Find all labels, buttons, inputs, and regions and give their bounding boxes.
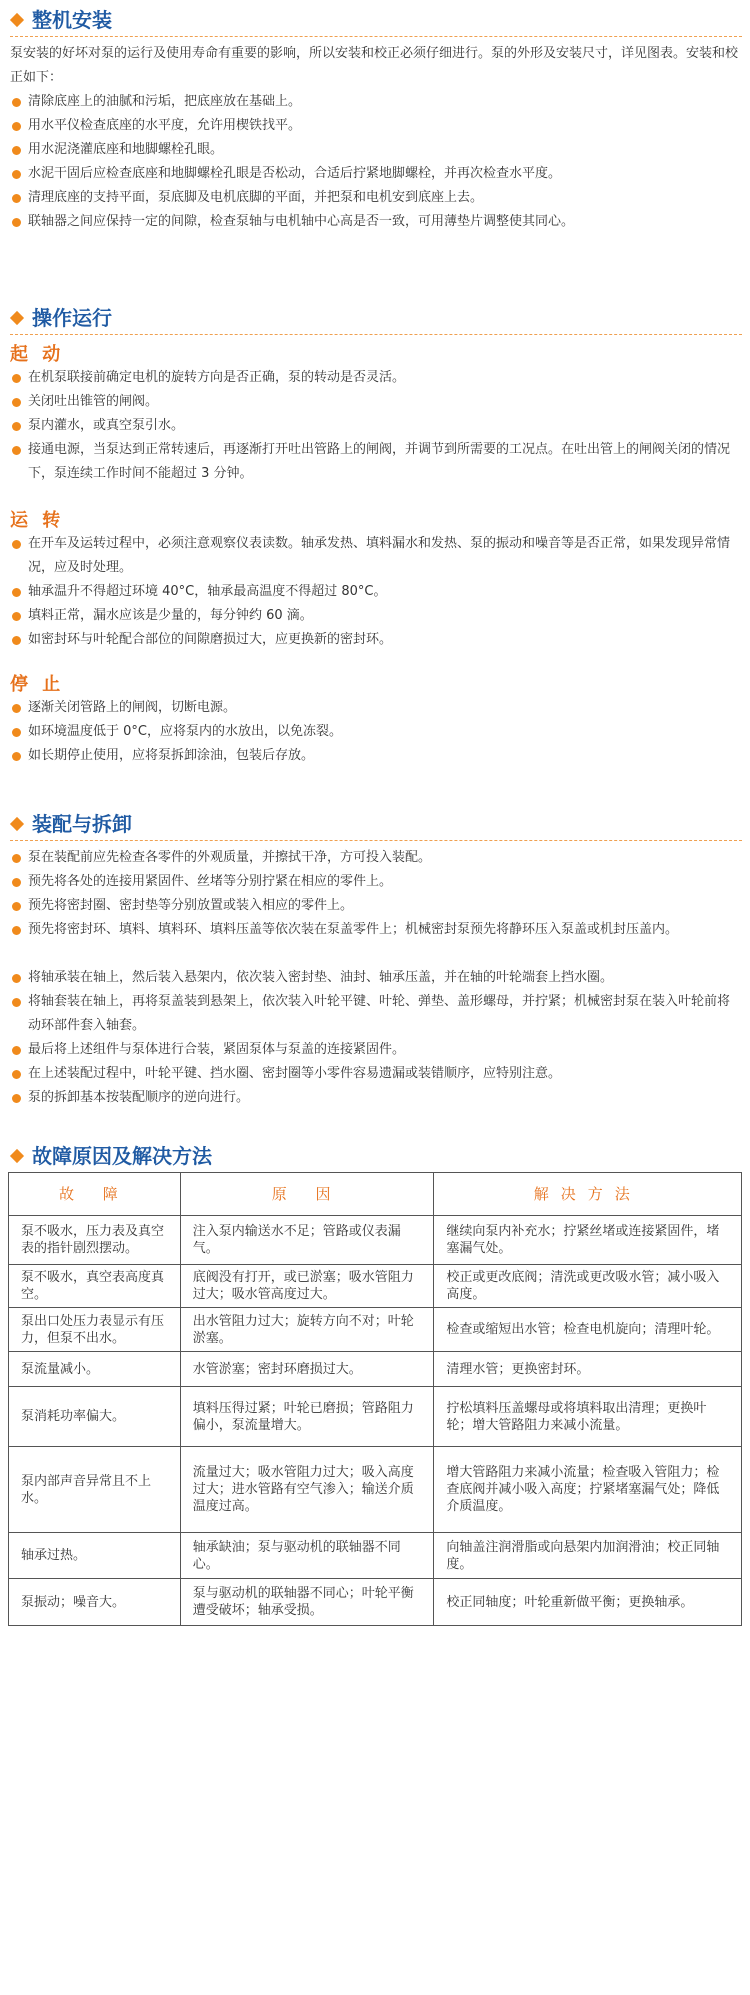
cause-cell: 填料压得过紧；叶轮已磨损；管路阻力偏小，泵流量增大。	[180, 1387, 434, 1447]
list-item-text: 水泥干固后应检查底座和地脚螺栓孔眼是否松动，合适后拧紧地脚螺栓，并再次检查水平度。	[28, 166, 562, 181]
solution-cell: 校正或更改底阀；清洗或更改吸水管；减小吸入高度。	[434, 1265, 742, 1308]
list-item	[10, 894, 740, 918]
cause-cell: 水管淤塞；密封环磨损过大。	[180, 1352, 434, 1387]
section-title-faults	[8, 1142, 212, 1170]
list-item-text: 在机泵联接前确定电机的旋转方向是否正确，泵的转动是否灵活。	[28, 370, 406, 385]
diamond-bullet-icon	[10, 311, 24, 325]
list-item	[10, 1086, 740, 1110]
fault-cell: 泵振动；噪音大。	[9, 1579, 181, 1626]
bullet-icon	[12, 878, 21, 887]
list-item-text: 轴承温升不得超过环境 40°C，轴承最高温度不得超过 80°C。	[28, 584, 387, 599]
section-title-assembly	[8, 810, 132, 838]
section-title-operation	[8, 304, 112, 332]
list-item-text: 填料正常，漏水应该是少量的，每分钟约 60 滴。	[28, 608, 313, 623]
list-item	[10, 604, 740, 628]
subsection-title-stop: 停 止	[10, 674, 65, 695]
list-item-text: 用水泥浇灌底座和地脚螺栓孔眼。	[28, 142, 224, 157]
section-title-text: 装配与拆卸	[32, 812, 132, 836]
column-header-cause: 原 因	[180, 1173, 434, 1216]
bullet-icon	[12, 588, 21, 597]
solution-cell: 向轴盖注润滑脂或向悬架内加润滑油；校正同轴度。	[434, 1533, 742, 1579]
bullet-icon	[12, 374, 21, 383]
subsection-title-run: 运 转	[10, 510, 65, 531]
divider	[10, 36, 742, 37]
diamond-bullet-icon	[10, 817, 24, 831]
fault-cell: 泵出口处压力表显示有压力，但泵不出水。	[9, 1308, 181, 1352]
fault-cell: 泵消耗功率偏大。	[9, 1387, 181, 1447]
list-item	[10, 1038, 740, 1062]
list-item-text: 用水平仪检查底座的水平度，允许用楔铁找平。	[28, 118, 302, 133]
table-row	[9, 1447, 742, 1533]
list-item	[10, 696, 740, 720]
solution-cell: 增大管路阻力来减小流量；检查吸入管阻力；检查底阀并减小吸入高度；拧紧堵塞漏气处；降低介质温度。	[434, 1447, 742, 1533]
bullet-icon	[12, 98, 21, 107]
list-item	[10, 532, 740, 580]
divider	[10, 840, 742, 841]
list-item	[10, 210, 740, 234]
list-item	[10, 366, 740, 390]
table-row	[9, 1579, 742, 1626]
fault-cell: 泵流量减小。	[9, 1352, 181, 1387]
list-item-text: 最后将上述组件与泵体进行合装，紧固泵体与泵盖的连接紧固件。	[28, 1042, 406, 1057]
table-row	[9, 1265, 742, 1308]
list-item	[10, 846, 740, 870]
bullet-icon	[12, 728, 21, 737]
list-item-text: 将轴承装在轴上，然后装入悬架内，依次装入密封垫、油封、轴承压盖，并在轴的叶轮端套上挡水圈。	[28, 970, 614, 985]
bullet-icon	[12, 926, 21, 935]
list-item	[10, 138, 740, 162]
bullet-icon	[12, 752, 21, 761]
solution-cell: 拧松填料压盖螺母或将填料取出清理；更换叶轮；增大管路阻力来减小流量。	[434, 1387, 742, 1447]
list-item-text: 如长期停止使用，应将泵拆卸涂油，包装后存放。	[28, 748, 315, 763]
list-item-text: 泵在装配前应先检查各零件的外观质量，并擦拭干净，方可投入装配。	[28, 850, 432, 865]
list-item-text: 如密封环与叶轮配合部位的间隙磨损过大，应更换新的密封环。	[28, 632, 393, 647]
section-title-install	[8, 6, 112, 34]
fault-table	[8, 1172, 742, 1626]
list-item-text: 关闭吐出锥管的闸阀。	[28, 394, 159, 409]
fault-cell: 泵内部声音异常且不上水。	[9, 1447, 181, 1533]
list-item	[10, 918, 740, 942]
solution-cell: 检查或缩短出水管；检查电机旋向；清理叶轮。	[434, 1308, 742, 1352]
solution-cell: 清理水管；更换密封环。	[434, 1352, 742, 1387]
column-header-fault: 故 障	[9, 1173, 181, 1216]
list-item	[10, 628, 740, 652]
install-intro: 泵安装的好坏对泵的运行及使用寿命有重要的影响，所以安装和校正必须仔细进行。泵的外形及安装尺寸，详见图表。安装和校正如下：	[10, 46, 739, 85]
cause-cell: 泵与驱动机的联轴器不同心；叶轮平衡遭受破坏；轴承受损。	[180, 1579, 434, 1626]
section-title-text: 整机安装	[32, 8, 112, 32]
list-item-text: 泵的拆卸基本按装配顺序的逆向进行。	[28, 1090, 250, 1105]
list-item	[10, 438, 740, 486]
section-title-text: 故障原因及解决方法	[32, 1144, 212, 1168]
solution-cell: 继续向泵内补充水；拧紧丝堵或连接紧固件，堵塞漏气处。	[434, 1216, 742, 1265]
list-item	[10, 990, 740, 1038]
fault-cell: 泵不吸水，真空表高度真空。	[9, 1265, 181, 1308]
list-item	[10, 162, 740, 186]
cause-cell: 出水管阻力过大；旋转方向不对；叶轮淤塞。	[180, 1308, 434, 1352]
list-item	[10, 390, 740, 414]
bullet-icon	[12, 854, 21, 863]
bullet-icon	[12, 1094, 21, 1103]
bullet-icon	[12, 170, 21, 179]
diamond-bullet-icon	[10, 13, 24, 27]
cause-cell: 注入泵内输送水不足；管路或仪表漏气。	[180, 1216, 434, 1265]
bullet-icon	[12, 194, 21, 203]
list-item-text: 清除底座上的油腻和污垢，把底座放在基础上。	[28, 94, 302, 109]
bullet-icon	[12, 146, 21, 155]
table-row	[9, 1387, 742, 1447]
bullet-icon	[12, 636, 21, 645]
table-row	[9, 1216, 742, 1265]
cause-cell: 底阀没有打开，或已淤塞；吸水管阻力过大；吸水管高度过大。	[180, 1265, 434, 1308]
list-item	[10, 744, 740, 768]
bullet-icon	[12, 974, 21, 983]
list-item-text: 在上述装配过程中，叶轮平键、挡水圈、密封圈等小零件容易遗漏或装错顺序，应特别注意。	[28, 1066, 562, 1081]
table-row	[9, 1533, 742, 1579]
list-item	[10, 90, 740, 114]
divider	[10, 334, 742, 335]
bullet-icon	[12, 446, 21, 455]
list-item	[10, 870, 740, 894]
fault-cell: 泵不吸水，压力表及真空表的指针剧烈摆动。	[9, 1216, 181, 1265]
bullet-icon	[12, 218, 21, 227]
diamond-bullet-icon	[10, 1149, 24, 1163]
list-item	[10, 186, 740, 210]
list-item-text: 预先将密封环、填料、填料环、填料压盖等依次装在泵盖零件上；机械密封泵预先将静环压入泵盖或机封压盖内。	[28, 922, 679, 937]
list-item-text: 在开车及运转过程中，必须注意观察仪表读数。轴承发热、填料漏水和发热、泵的振动和噪音等是否正常，如果发现异常情况，应及时处理。	[28, 536, 731, 575]
list-item	[10, 414, 740, 438]
table-header-row	[9, 1173, 742, 1216]
bullet-icon	[12, 422, 21, 431]
list-item-text: 预先将密封圈、密封垫等分别放置或装入相应的零件上。	[28, 898, 354, 913]
table-row	[9, 1352, 742, 1387]
subsection-title-start: 起 动	[10, 344, 65, 365]
section-title-text: 操作运行	[32, 306, 112, 330]
list-item-text: 逐渐关闭管路上的闸阀，切断电源。	[28, 700, 237, 715]
list-item-text: 预先将各处的连接用紧固件、丝堵等分别拧紧在相应的零件上。	[28, 874, 393, 889]
solution-cell: 校正同轴度；叶轮重新做平衡；更换轴承。	[434, 1579, 742, 1626]
list-item-text: 将轴套装在轴上，再将泵盖装到悬架上，依次装入叶轮平键、叶轮、弹垫、盖形螺母，并拧紧；机械密封泵在装入叶轮前将动环部件套入轴套。	[28, 994, 731, 1033]
list-item	[10, 720, 740, 744]
list-item-text: 接通电源，当泵达到正常转速后，再逐渐打开吐出管路上的闸阀，并调节到所需要的工况点。在吐出管上的闸阀关闭的情况下，泵连续工作时间不能超过 3 分钟。	[28, 442, 731, 481]
fault-cell: 轴承过热。	[9, 1533, 181, 1579]
bullet-icon	[12, 1070, 21, 1079]
table-row	[9, 1308, 742, 1352]
bullet-icon	[12, 998, 21, 1007]
list-item	[10, 1062, 740, 1086]
bullet-icon	[12, 1046, 21, 1055]
list-item	[10, 114, 740, 138]
bullet-icon	[12, 612, 21, 621]
bullet-icon	[12, 704, 21, 713]
column-header-solution: 解决方法	[434, 1173, 742, 1216]
list-item-text: 清理底座的支持平面，泵底脚及电机底脚的平面，并把泵和电机安到底座上去。	[28, 190, 484, 205]
bullet-icon	[12, 398, 21, 407]
list-item	[10, 966, 740, 990]
list-item-text: 泵内灌水，或真空泵引水。	[28, 418, 185, 433]
list-item	[10, 580, 740, 604]
bullet-icon	[12, 540, 21, 549]
list-item-text: 如环境温度低于 0°C，应将泵内的水放出，以免冻裂。	[28, 724, 342, 739]
cause-cell: 轴承缺油；泵与驱动机的联轴器不同心。	[180, 1533, 434, 1579]
bullet-icon	[12, 902, 21, 911]
cause-cell: 流量过大；吸水管阻力过大；吸入高度过大；进水管路有空气渗入；输送介质温度过高。	[180, 1447, 434, 1533]
bullet-icon	[12, 122, 21, 131]
list-item-text: 联轴器之间应保持一定的间隙，检查泵轴与电机轴中心高是否一致，可用薄垫片调整使其同心。	[28, 214, 575, 229]
